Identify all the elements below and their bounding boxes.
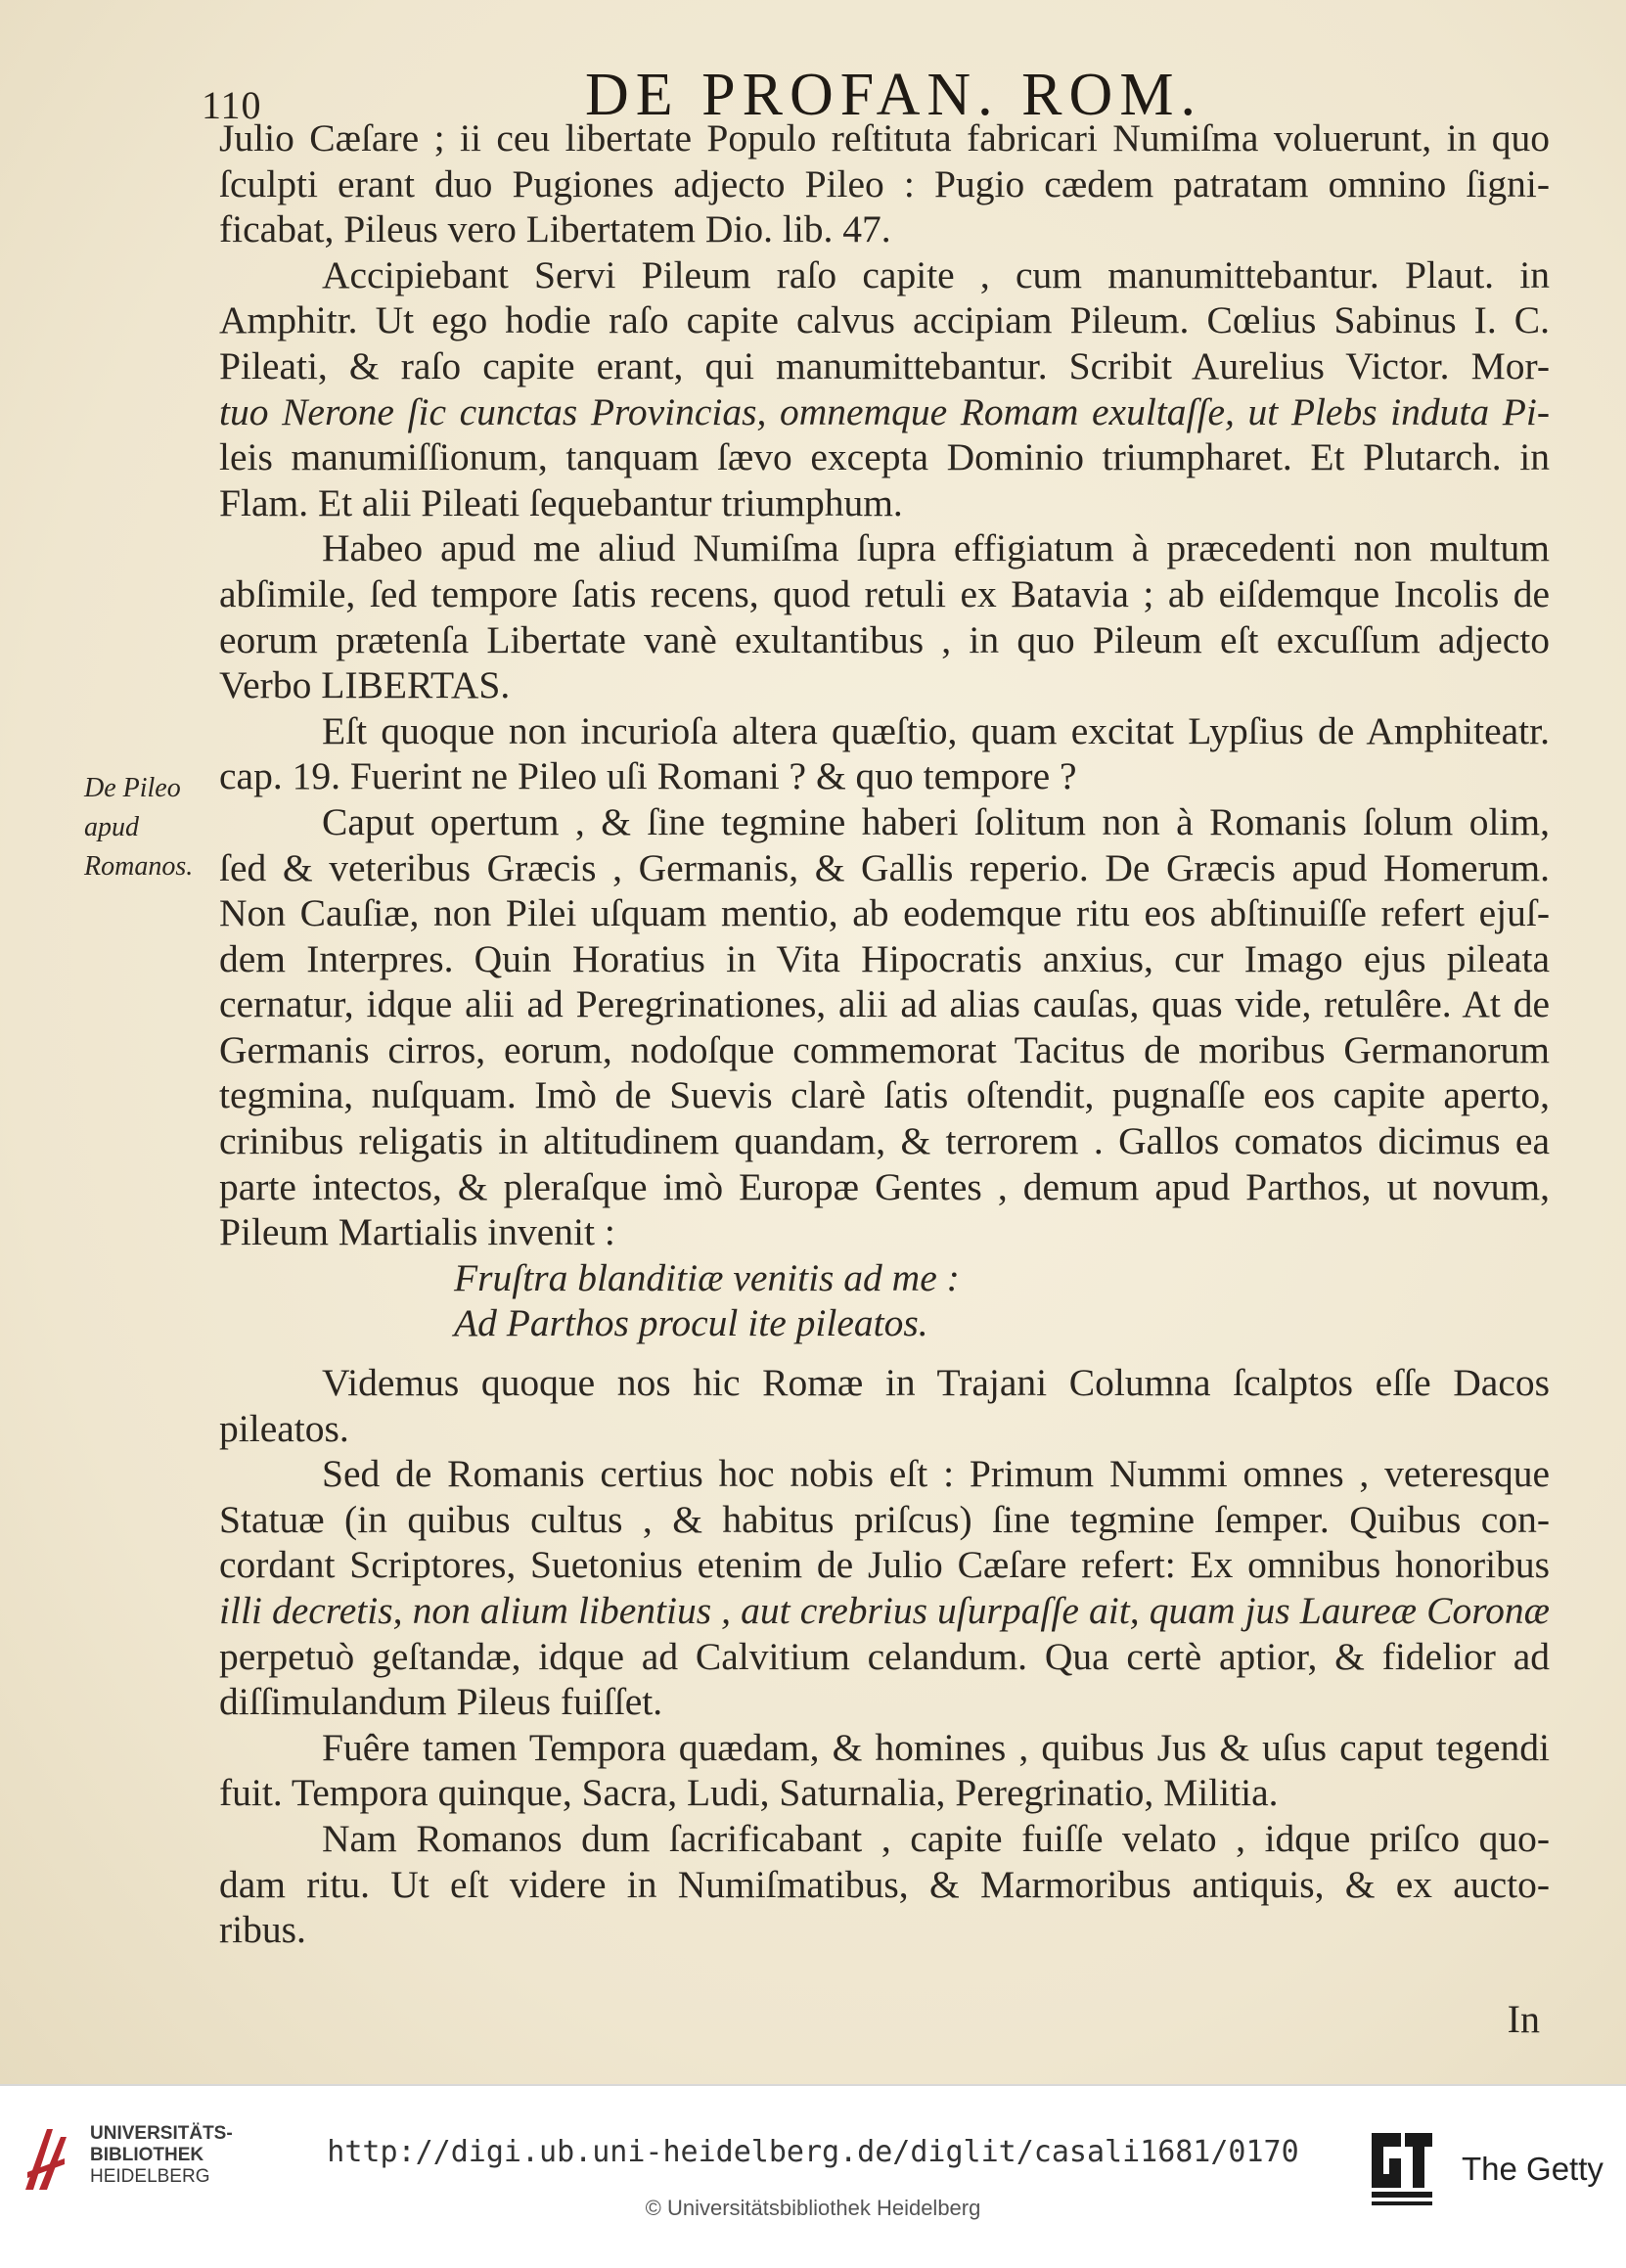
text-line: Fuêre tamen Tempora quædam, & homines , quibus Jus & uſus caput tegendi (322, 1725, 1550, 1769)
text-line: cordant Scriptores, Suetonius etenim de Julio Cæſare refert: Ex omnibus honoribus (219, 1543, 1550, 1587)
catchword: In (1507, 1997, 1540, 2041)
text-line: Germanis cirros, eorum, nodoſque commemorat Tacitus de moribus Germanorum (219, 1027, 1550, 1071)
text-line: Videmus quoque nos hic Romæ in Trajani Columna ſcalptos eſſe Dacos (322, 1361, 1550, 1405)
text-line: ficabat, Pileus vero Libertatem Dio. lib. 47. (219, 207, 891, 251)
text-line: Nam Romanos dum ſacrificabant , capite fuiſſe velato , idque priſco quo- (322, 1816, 1550, 1860)
text-line: Caput opertum , & ſine tegmine haberi ſolitum non à Romanis ſolum olim, (322, 799, 1550, 843)
text-line: dem Interpres. Quin Horatius in Vita Hipocratis anxius, cur Imago ejus pileata (219, 936, 1550, 980)
text-line: leis manumiſſionum, tanquam ſævo excepta Dominio triumpharet. Et Plutarch. in (219, 435, 1550, 479)
text-line: cap. 19. Fuerint ne Pileo uſi Romani ? & quo tempore ? (219, 754, 1077, 798)
body-text (219, 115, 1550, 1953)
text-line: Flam. Et alii Pileati ſequebantur triumphum. (219, 480, 903, 524)
text-line: perpetuò geſtandæ, idque ad Calvitium celandum. Qua certè aptior, & fidelior ad (219, 1634, 1550, 1678)
text-line: pileatos. (219, 1406, 349, 1450)
text-line: Pileum Martialis invenit : (219, 1210, 615, 1254)
text-line: ribus. (219, 1908, 306, 1952)
text-line: cernatur, idque alii ad Peregrinationes, alii ad alias cauſas, quas vide, retulêre. At de (219, 982, 1550, 1026)
page-number: 110 (202, 83, 262, 127)
text-line: Habeo apud me aliud Numiſma ſupra effigiatum à præcedenti non multum (322, 526, 1550, 570)
text-line: crinibus religatis in altitudinem quandam, & terrorem . Gallos comatos dicimus ea (219, 1119, 1550, 1163)
text-line: Statuæ (in quibus cultus , & habitus priſcus) ſine tegmine ſemper. Quibus con- (219, 1497, 1550, 1541)
running-head: DE PROFAN. ROM. (585, 62, 1202, 128)
copyright-notice: © Universitätsbibliothek Heidelberg (645, 2196, 981, 2220)
text-line: dam ritu. Ut eſt videre in Numiſmatibus, & Marmoribus antiquis, & ex aucto- (219, 1862, 1550, 1906)
text-line: ſed & veteribus Græcis , Germanis, & Gallis reperio. De Græcis apud Homerum. (219, 845, 1550, 889)
text-line: Non Cauſiæ, non Pilei uſquam mentio, ab eodemque ritu eos abſtinuiſſe refert ejuſ- (219, 891, 1550, 935)
text-line: tegmina, nuſquam. Imò de Suevis clarè ſatis oſtendit, pugnaſſe eos capite aperto, (219, 1073, 1550, 1117)
text-line: ſculpti erant duo Pugiones adjecto Pileo : Pugio cædem patratam omnino ſigni- (219, 161, 1550, 205)
getty-logo-icon (1368, 2129, 1436, 2209)
library-name-line: BIBLIOTHEK (90, 2145, 204, 2165)
viewer-footer (0, 2084, 1626, 2268)
text-line: diſſimulandum Pileus fuiſſet. (219, 1680, 663, 1724)
text-line: abſimile, ſed tempore ſatis recens, quod retuli ex Batavia ; ab eiſdemque Incolis de (219, 571, 1550, 615)
library-name-line: HEIDELBERG (90, 2166, 210, 2187)
verse-line: Fruſtra blanditiæ venitis ad me : (454, 1255, 960, 1299)
text-line: tuo Nerone ſic cunctas Provincias, omnemque Romam exultaſſe, ut Plebs induta Pi- (219, 389, 1550, 433)
text-line: illi decretis, non alium libentius , aut crebrius uſurpaſſe ait, quam jus Laureæ Coronæ (219, 1589, 1550, 1632)
verse-line: Ad Parthos procul ite pileatos. (454, 1301, 928, 1345)
text-line: eorum prætenſa Libertate vanè exultantibus , in quo Pileum eſt excuſſum adjecto (219, 617, 1550, 661)
text-line: Verbo LIBERTAS. (219, 663, 511, 707)
text-line: parte intectos, & pleraſque imò Europæ Gentes , demum apud Parthos, ut novum, (219, 1164, 1550, 1208)
text-line: fuit. Tempora quinque, Sacra, Ludi, Saturnalia, Peregrinatio, Militia. (219, 1771, 1279, 1815)
text-line: Pileati, & raſo capite erant, qui manumittebantur. Scribit Aurelius Victor. Mor- (219, 343, 1550, 387)
text-line: Sed de Romanis certius hoc nobis eſt : Primum Nummi omnes , veteresque (322, 1452, 1550, 1496)
text-line: Julio Cæſare ; ii ceu libertate Populo reſtituta fabricari Numiſma voluerunt, in quo (219, 116, 1550, 159)
text-line: Amphitr. Ut ego hodie raſo capite calvus accipiam Pileum. Cœlius Sabinus I. C. (219, 298, 1550, 342)
margin-note: De Pileo apud Romanos. (84, 773, 194, 882)
partner-name: The Getty (1462, 2151, 1603, 2187)
text-line: Eſt quoque non incurioſa altera quæſtio, quam excitat Lypſius de Amphiteatr. (322, 708, 1550, 752)
text-line: Accipiebant Servi Pileum raſo capite , cum manumittebantur. Plaut. in (322, 252, 1550, 296)
library-name-line: UNIVERSITÄTS- (90, 2123, 233, 2144)
permalink-url[interactable]: http://digi.ub.uni-heidelberg.de/diglit/casali1681/0170 (327, 2135, 1299, 2169)
